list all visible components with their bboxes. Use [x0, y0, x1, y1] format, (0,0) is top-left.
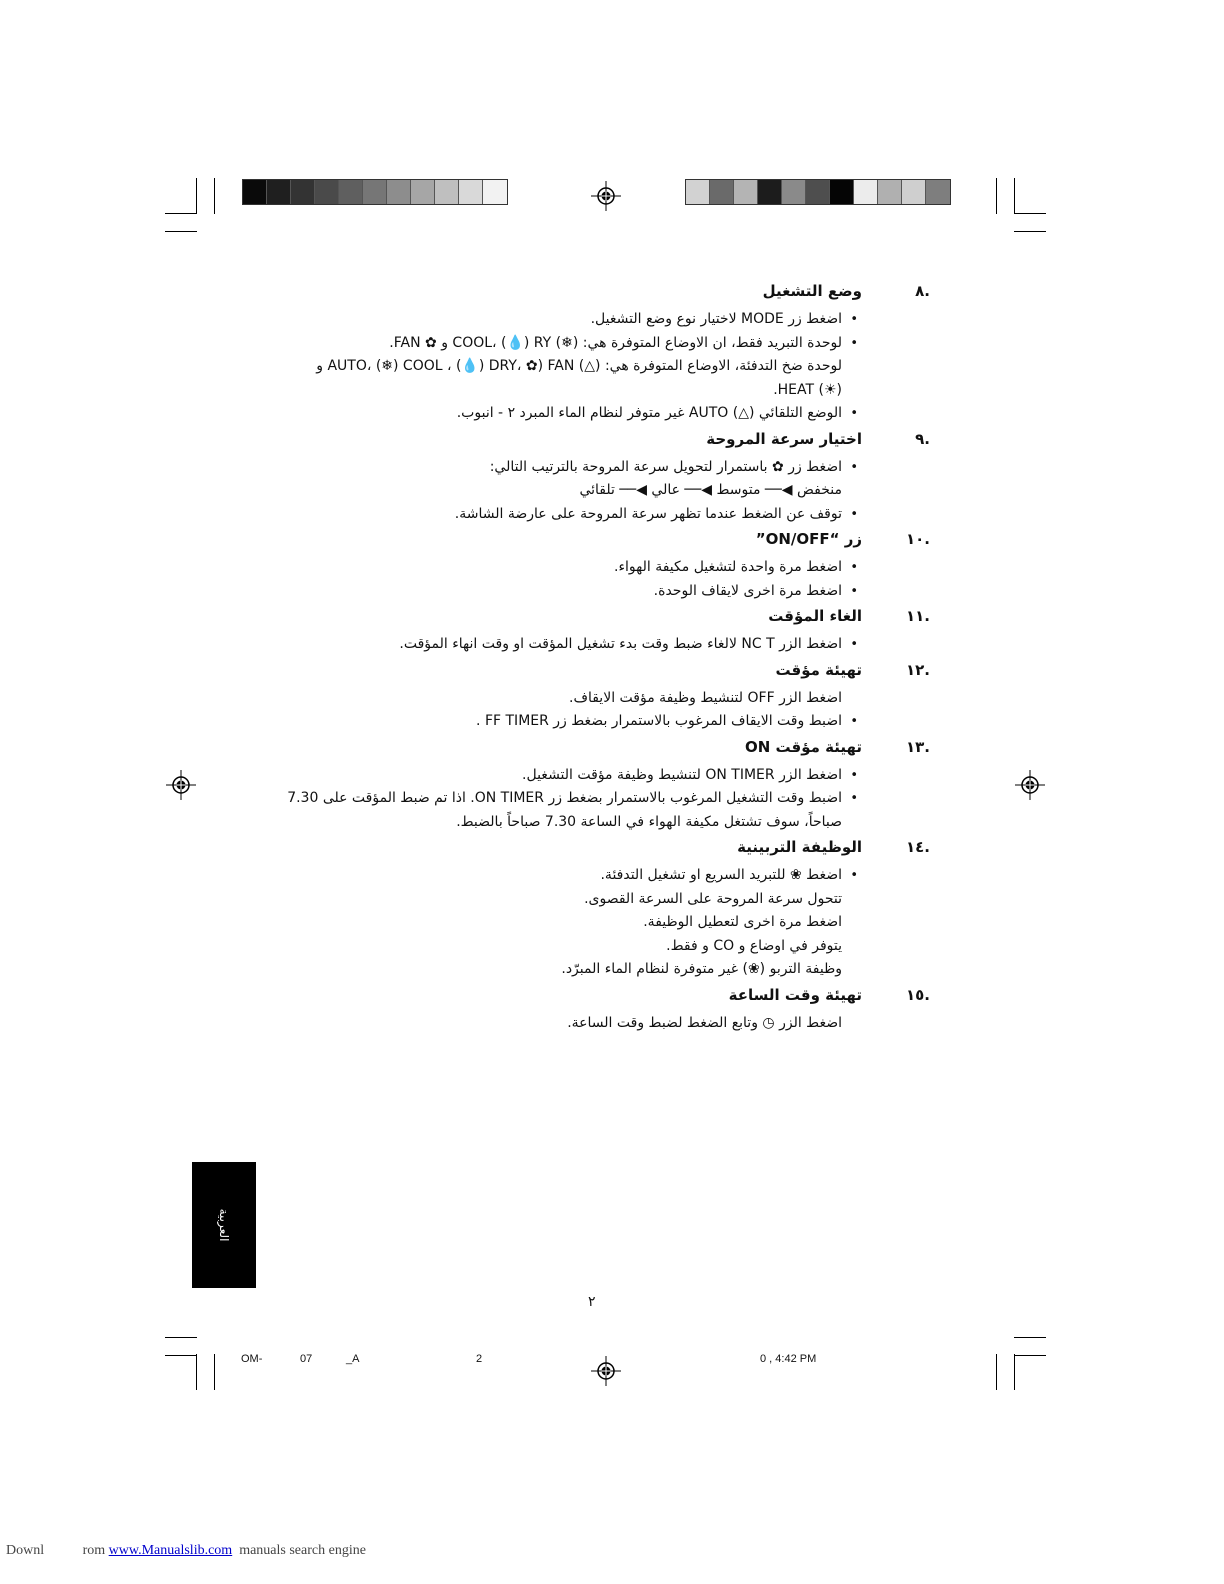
color-swatch: [806, 180, 830, 204]
instruction-section: [240, 282, 930, 426]
section-heading: [240, 530, 930, 556]
crop-mark: [165, 213, 197, 214]
section-title: تهيئة مؤقت ON: [744, 737, 862, 756]
download-footer-prefix: Downl rom: [6, 1543, 109, 1558]
crop-mark: [996, 1354, 997, 1390]
text-line: اضغط الزر ◷ وتابع الضغط لضبط وقت الساعة.: [567, 1014, 842, 1031]
section-heading: [240, 607, 930, 633]
bullet-item: • توقف عن الضغط عندما تظهر سرعة المروحة على عارضة الشاشة.: [240, 503, 930, 527]
color-swatch: [878, 180, 902, 204]
crop-mark: [214, 1354, 215, 1390]
color-swatch: [435, 180, 459, 204]
color-swatch: [782, 180, 806, 204]
section-number: .١٤: [905, 838, 930, 856]
registration-mark-icon: [166, 770, 196, 800]
color-swatch: [926, 180, 950, 204]
color-swatch: [830, 180, 854, 204]
bullet-item: • اضغط مرة واحدة لتشغيل مكيفة الهواء.: [240, 556, 930, 580]
section-title: تهيئة مؤقت: [775, 660, 862, 679]
crop-mark: [1014, 1355, 1046, 1356]
text-line: لوحدة ضخ التدفئة، الاوضاع المتوفرة هي: (△) AUTO، (❄) COOL ، (💧) DRY، ✿) FAN و: [316, 358, 842, 374]
section-title: الوظيفة التربينية: [737, 838, 862, 856]
registration-mark-icon: [591, 1356, 621, 1386]
bullet-item: • اضغط الزر ON TIMER لتنشيط وظيفة مؤقت التشغيل.: [240, 764, 930, 788]
section-number: .١٥: [905, 985, 930, 1004]
color-swatch: [315, 180, 339, 204]
section-title: زر “ON/OFF”: [755, 530, 862, 548]
footer-file-mid2: _A: [346, 1353, 360, 1365]
color-swatch: [902, 180, 926, 204]
color-swatch: [734, 180, 758, 204]
language-tab-label: العربية: [217, 1208, 231, 1242]
instruction-section: [240, 986, 930, 1036]
color-calibration-bar-right: [685, 179, 951, 205]
color-swatch: [339, 180, 363, 204]
bullet-item: • اضبط وقت الايقاف المرغوب بالاستمرار بضغط زر FF TIMER .: [240, 710, 930, 734]
section-number: .١٣: [905, 737, 930, 756]
crop-mark: [165, 231, 197, 232]
text-line: اضغط مرة اخرى لتعطيل الوظيفة.: [643, 914, 842, 930]
download-footer-suffix: manuals search engine: [232, 1543, 366, 1558]
section-number: .١٠: [905, 530, 930, 548]
section-number: .٨: [915, 282, 930, 300]
color-swatch: [243, 180, 267, 204]
section-title: وضع التشغيل: [762, 282, 862, 300]
color-calibration-bar-left: [242, 179, 508, 205]
section-title: تهيئة وقت الساعة: [728, 985, 862, 1004]
color-swatch: [387, 180, 411, 204]
instruction-section: [240, 430, 930, 527]
text-line: تتحول سرعة المروحة على السرعة القصوى.: [584, 890, 842, 907]
bullet-item: • اضغط زر MODE لاختيار نوع وضع التشغيل.: [240, 308, 930, 332]
color-swatch: [710, 180, 734, 204]
bullet-item: • اضبط وقت التشغيل المرغوب بالاستمرار بضغط زر ON TIMER. اذا تم ضبط المؤقت على 7.30: [240, 787, 930, 811]
section-title: اختيار سرعة المروحة: [706, 429, 862, 448]
section-heading: [240, 282, 930, 308]
footer-file-mid1: 07: [300, 1353, 313, 1365]
crop-mark: [214, 178, 215, 214]
instruction-section: [240, 530, 930, 603]
crop-mark: [1014, 213, 1046, 214]
crop-mark: [1014, 231, 1046, 232]
section-heading: [240, 430, 930, 456]
crop-mark: [196, 1354, 197, 1390]
crop-mark: [1014, 178, 1015, 214]
footer-page: 2: [476, 1353, 483, 1365]
text-line: صباحاً، سوف تشتغل مكيفة الهواء في الساعة 7.30 صباحاً بالضبط.: [456, 813, 842, 830]
section-title: الغاء المؤقت: [768, 607, 862, 625]
instruction-section: [240, 838, 930, 982]
text-line: يتوفر في اوضاع و CO و فقط.: [666, 937, 842, 954]
section-number: .١١: [905, 607, 930, 625]
footer-file-prefix: OM-: [241, 1353, 263, 1365]
section-heading: [240, 838, 930, 864]
instruction-section: [240, 607, 930, 657]
text-line: منخفض ◀── متوسط ◀── عالي ◀── تلقائي: [579, 482, 842, 498]
color-swatch: [483, 180, 507, 204]
crop-mark: [1014, 1337, 1046, 1338]
color-swatch: [686, 180, 710, 204]
instruction-content: [240, 282, 930, 1039]
color-swatch: [267, 180, 291, 204]
color-swatch: [758, 180, 782, 204]
bullet-item: • اضغط ❀ للتبريد السريع او تشغيل التدفئة.: [240, 864, 930, 888]
color-swatch: [854, 180, 878, 204]
section-heading: [240, 661, 930, 687]
crop-mark: [1014, 1354, 1015, 1390]
registration-mark-icon: [1015, 770, 1045, 800]
download-footer: [6, 1543, 366, 1559]
crop-mark: [196, 178, 197, 214]
color-swatch: [291, 180, 315, 204]
section-heading: [240, 986, 930, 1012]
color-swatch: [363, 180, 387, 204]
crop-mark: [165, 1355, 197, 1356]
bullet-item: • اضغط مرة اخرى لايقاف الوحدة.: [240, 580, 930, 604]
instruction-section: [240, 738, 930, 835]
page-number: ٢: [588, 1294, 596, 1310]
text-line: (☀) HEAT.: [773, 381, 842, 398]
section-number: .٩: [915, 429, 930, 448]
crop-mark: [165, 1337, 197, 1338]
language-tab: [192, 1162, 256, 1288]
bullet-item: • اضغط الزر NC T لالغاء ضبط وقت بدء تشغيل المؤقت او وقت انهاء المؤقت.: [240, 633, 930, 657]
text-line: اضغط الزر OFF لتنشيط وظيفة مؤقت الايقاف.: [569, 689, 842, 706]
manualslib-link[interactable]: www.Manualslib.com: [108, 1543, 233, 1558]
text-line: وظيفة التربو (❀) غير متوفرة لنظام الماء المبرّد.: [561, 961, 842, 977]
bullet-item: • لوحدة التبريد فقط، ان الاوضاع المتوفرة هي: (❄) COOL، (💧) RY و ✿ FAN.: [240, 332, 930, 356]
crop-mark: [996, 178, 997, 214]
color-swatch: [411, 180, 435, 204]
color-swatch: [459, 180, 483, 204]
section-number: .١٢: [905, 660, 930, 679]
bullet-item: • الوضع التلقائي (△) AUTO غير متوفر لنظام الماء المبرد ٢ - انبوب.: [240, 402, 930, 426]
section-heading: [240, 738, 930, 764]
registration-mark-icon: [591, 181, 621, 211]
bullet-item: • اضغط زر ✿ باستمرار لتحويل سرعة المروحة بالترتيب التالي:: [240, 456, 930, 480]
footer-date: 0 , 4:42 PM: [760, 1353, 817, 1365]
instruction-section: [240, 661, 930, 734]
